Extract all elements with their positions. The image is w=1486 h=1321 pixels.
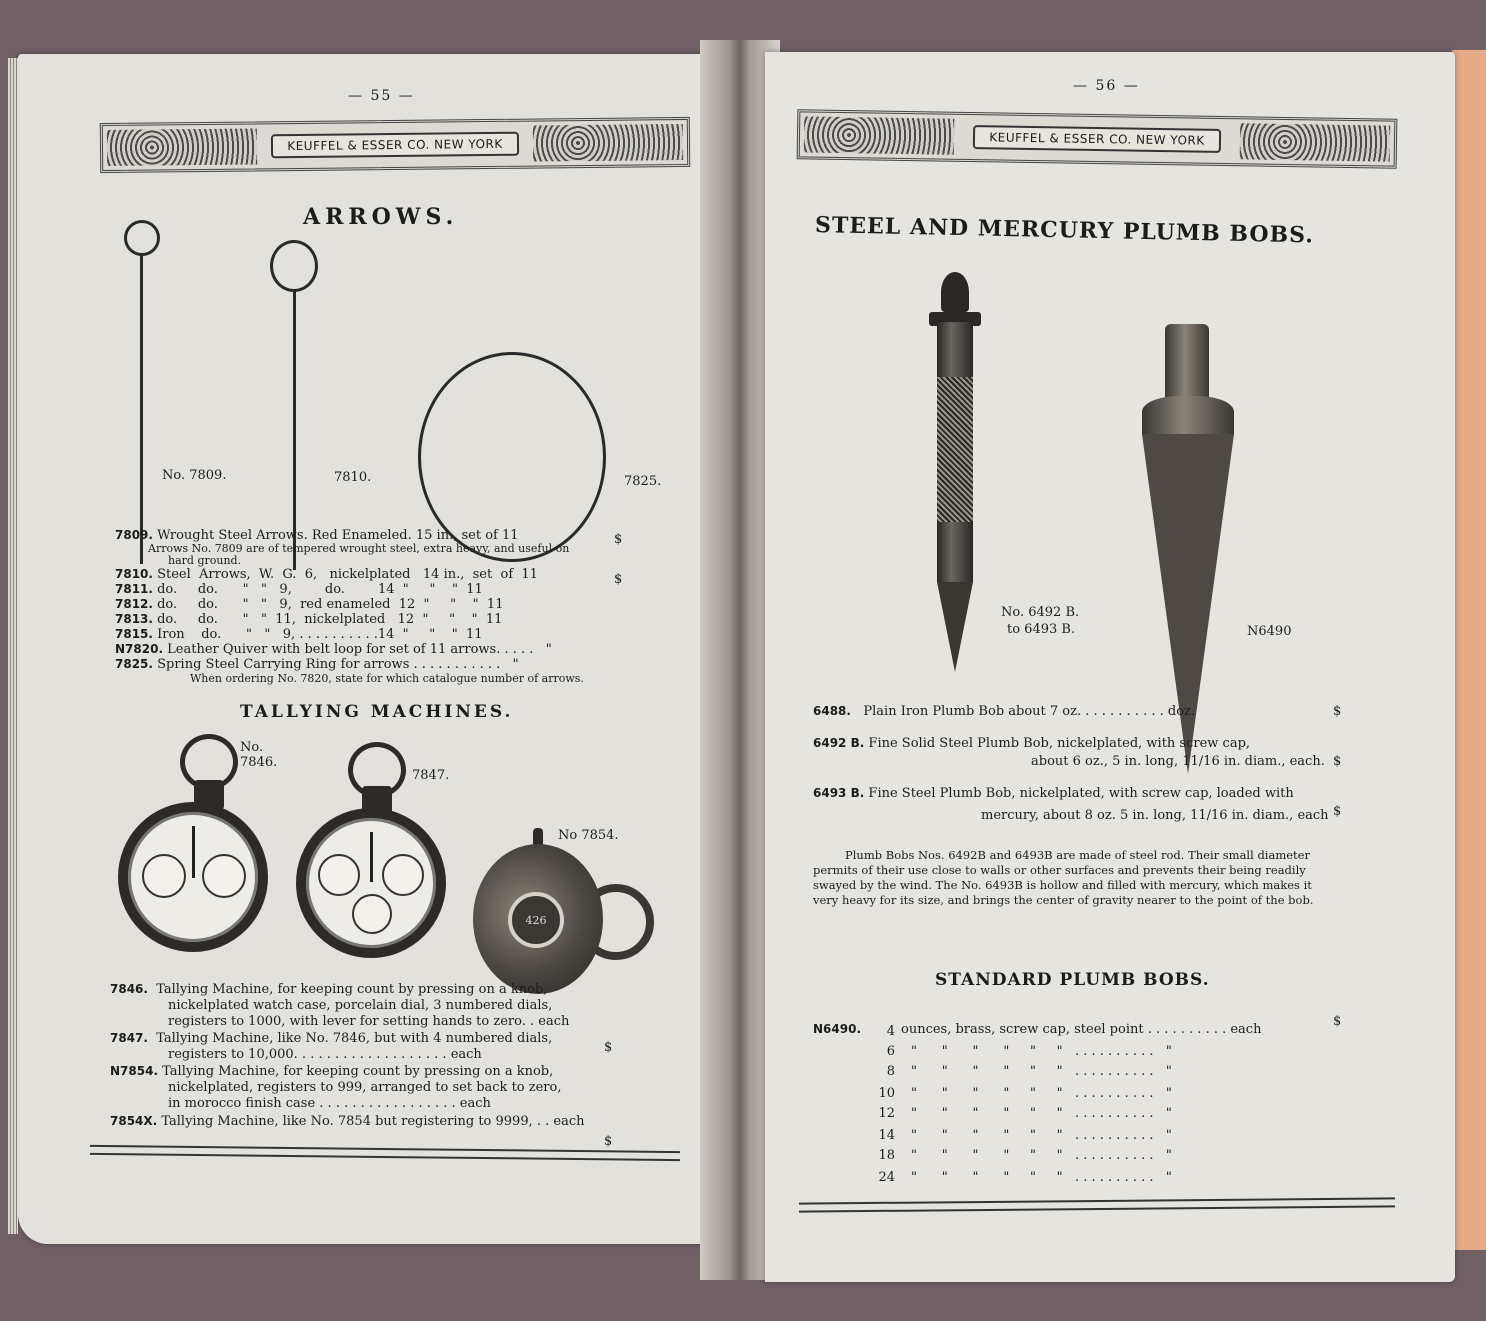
row-text: ounces, brass, screw cap, steel point . . . . . . . . . . each [901, 1022, 1262, 1037]
figure-caption: 7810. [334, 470, 372, 485]
page-number: — 56 — [1073, 78, 1140, 94]
plumb-bobs-description: Plumb Bobs Nos. 6492B and 6493B are made of steel rod. Their small diameter permits of their use close to walls or other surfaces and prevents their being readily swayed by the wind. The No. 6493B is hollow and filled with mercury, which makes it very heavy for its size, and brings the center of gravity nearer to the point of the bob. [813, 848, 1314, 907]
list-item: 6492 B. Fine Solid Steel Plumb Bob, nickelplated, with screw cap, [813, 736, 1251, 751]
size-cell: 4 [886, 1024, 895, 1039]
footer-rule [799, 1205, 1395, 1212]
page-stack-edges [8, 58, 18, 1234]
list-item: 7825. Spring Steel Carrying Ring for arrows . . . . . . . . . . . " [115, 657, 519, 672]
list-item-continued: about 6 oz., 5 in. long, 11/16 in. diam., each. [1031, 754, 1325, 769]
size-cell: 6 [886, 1044, 895, 1059]
row-text: " " " " " " . . . . . . . . . . " [911, 1064, 1172, 1079]
figure-caption: 7847. [412, 768, 450, 783]
list-item: N7854. Tallying Machine, for keeping count by pressing on a knob, [110, 1064, 554, 1079]
row-text: " " " " " " . . . . . . . . . . " [911, 1170, 1172, 1185]
list-item-note: hard ground. [168, 554, 242, 567]
section-heading-standard-plumb-bobs: STANDARD PLUMB BOBS. [935, 970, 1210, 990]
list-item: 7847. Tallying Machine, like No. 7846, but with 4 numbered dials, [110, 1031, 553, 1046]
list-item: 7812. do. do. " " 9, red enameled 12 " " " 11 [115, 597, 504, 612]
section-heading-steel-mercury-plumb-bobs: STEEL AND MERCURY PLUMB BOBS. [814, 212, 1315, 249]
row-text: " " " " " " . . . . . . . . . . " [911, 1128, 1172, 1143]
page-56 [765, 52, 1455, 1282]
price-symbol: $ [604, 1134, 613, 1149]
list-item-continued: nickelplated watch case, porcelain dial, 3 numbered dials, [168, 998, 553, 1013]
scroll-ornament-icon [107, 128, 257, 166]
section-heading-arrows: ARROWS. [303, 204, 459, 230]
price-symbol: $ [614, 572, 623, 587]
item-number: N6490. [813, 1022, 861, 1036]
size-cell: 10 [878, 1086, 895, 1101]
list-item: 7811. do. do. " " 9, do. 14 " " " 11 [115, 582, 483, 597]
size-cell: 14 [878, 1128, 895, 1143]
figure-caption: No 7854. [558, 828, 619, 843]
price-symbol: $ [614, 532, 623, 547]
list-item: 7810. Steel Arrows, W. G. 6, nickelplated 14 in., set of 11 [115, 567, 538, 582]
list-item: 6488. Plain Iron Plumb Bob about 7 oz. . . . . . . . . . . doz. [813, 704, 1196, 719]
price-symbol: $ [1333, 1014, 1342, 1029]
row-text: " " " " " " . . . . . . . . . . " [911, 1044, 1172, 1059]
page-55 [18, 54, 708, 1244]
figure-caption: No. 6492 B. [1001, 605, 1080, 620]
figure-caption: No. 7846. [240, 740, 278, 770]
banner-label: KEUFFEL & ESSER CO. NEW YORK [271, 132, 519, 159]
header-banner [100, 117, 690, 173]
figure-caption: to 6493 B. [1007, 622, 1076, 637]
scroll-ornament-icon [804, 116, 955, 154]
list-item-continued: in morocco finish case . . . . . . . . . . . . . . . . . each [168, 1096, 491, 1111]
counter-display: 426 [508, 892, 564, 948]
banner-label: KEUFFEL & ESSER CO. NEW YORK [973, 125, 1221, 153]
header-banner [797, 109, 1398, 168]
row-text: " " " " " " . . . . . . . . . . " [911, 1106, 1172, 1121]
size-cell: 24 [878, 1170, 895, 1185]
figure-caption: 7825. [624, 474, 662, 489]
list-item-note: Arrows No. 7809 are of tempered wrought steel, extra heavy, and useful on [148, 542, 570, 555]
footer-rule [90, 1145, 680, 1153]
figure-caption: No. 7809. [162, 468, 227, 483]
list-item: 7809. Wrought Steel Arrows. Red Enameled. 15 in., set of 11 [115, 528, 519, 543]
price-symbol: $ [1333, 704, 1342, 719]
price-symbol: $ [1333, 804, 1342, 819]
row-text: " " " " " " . . . . . . . . . . " [911, 1148, 1172, 1163]
footer-rule [90, 1153, 680, 1161]
price-symbol: $ [1333, 754, 1342, 769]
list-item: 7815. Iron do. " " 9, . . . . . . . . . .14 " " " 11 [115, 627, 483, 642]
list-item-note: When ordering No. 7820, state for which catalogue number of arrows. [190, 672, 584, 685]
list-item-continued: registers to 1000, with lever for setting hands to zero. . each [168, 1014, 570, 1029]
list-item-continued: mercury, about 8 oz. 5 in. long, 11/16 in. diam., each [981, 808, 1329, 823]
list-item: 7813. do. do. " " 11, nickelplated 12 " " " 11 [115, 612, 503, 627]
page-number: — 55 — [348, 88, 415, 104]
size-cell: 18 [878, 1148, 895, 1163]
scroll-ornament-icon [533, 124, 683, 162]
row-text: " " " " " " . . . . . . . . . . " [911, 1086, 1172, 1101]
list-item: 7846. Tallying Machine, for keeping count by pressing on a knob, [110, 982, 548, 997]
section-heading-tallying-machines: TALLYING MACHINES. [240, 702, 514, 722]
scroll-ornament-icon [1240, 123, 1391, 161]
size-cell: 12 [878, 1106, 895, 1121]
list-item: N7820. Leather Quiver with belt loop for set of 11 arrows. . . . . " [115, 642, 552, 657]
list-item: 7854X. Tallying Machine, like No. 7854 but registering to 9999, . . each [110, 1114, 585, 1129]
figure-caption: N6490 [1247, 624, 1292, 639]
footer-rule [799, 1197, 1395, 1204]
catalog-cover-edge [1452, 50, 1486, 1250]
list-item-continued: registers to 10,000. . . . . . . . . . . . . . . . . . . each [168, 1047, 482, 1062]
price-symbol: $ [604, 1040, 613, 1055]
list-item: 6493 B. Fine Steel Plumb Bob, nickelplated, with screw cap, loaded with [813, 786, 1294, 801]
size-cell: 8 [886, 1064, 895, 1079]
list-item-continued: nickelplated, registers to 999, arranged to set back to zero, [168, 1080, 562, 1095]
